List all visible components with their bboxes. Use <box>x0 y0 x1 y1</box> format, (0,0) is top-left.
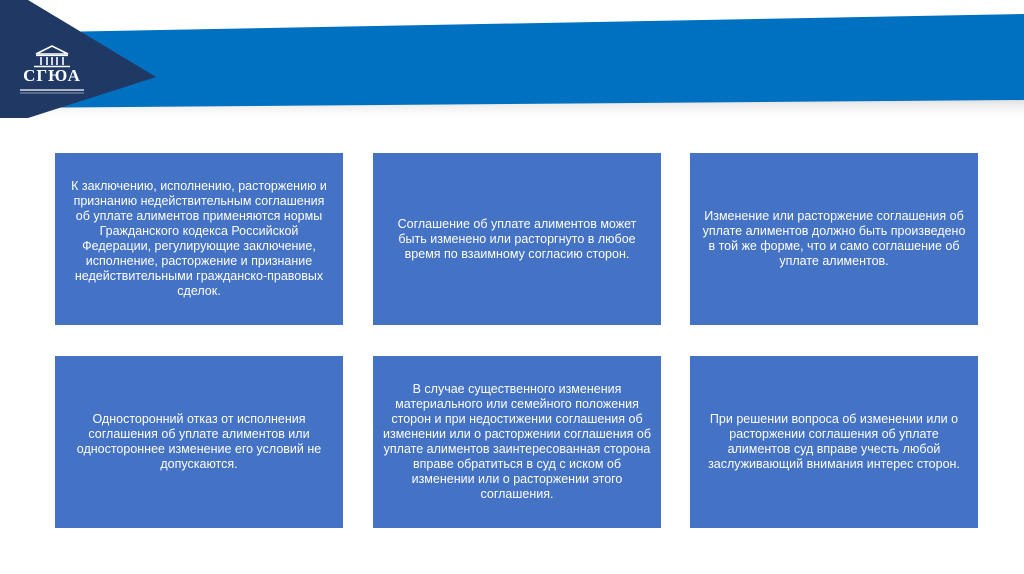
logo-text: СГЮА <box>23 66 81 85</box>
logo <box>14 40 90 96</box>
header-band <box>0 0 1024 120</box>
info-card-text: В случае существенного изменения материального или семейного положения сторон и при недостижении соглашения об изменении или о расторжении соглашения об уплате алиментов заинтересованная сторона вправе обратиться в суд с иском об изменении или о расторжении этого соглашения. <box>383 382 651 501</box>
info-card-5 <box>373 356 661 528</box>
info-card-text: К заключению, исполнению, расторжению и признанию недействительным соглашения об уплате алиментов применяются нормы Гражданского кодекса Российской Федерации, регулирующие заключение, исполнение, расторжение и признание недействительными гражданско-правовых сделок. <box>71 179 327 298</box>
info-card-text: Изменение или расторжение соглашения об уплате алиментов должно быть произведено в той же форме, что и само соглашение об уплате алиментов. <box>702 209 966 268</box>
info-card-4 <box>55 356 343 528</box>
logo-underline <box>14 88 90 94</box>
info-card-1 <box>55 153 343 325</box>
info-card-text: Односторонний отказ от исполнения соглашения об уплате алиментов или одностороннее изменение его условий не допускаются. <box>76 412 322 471</box>
info-card-3 <box>690 153 978 325</box>
info-card-text: При решении вопроса об изменении или о расторжении соглашения об уплате алиментов суд вправе учесть любой заслуживающий внимания интерес сторон. <box>708 412 960 471</box>
info-card-text: Соглашение об уплате алиментов может быть изменено или расторгнуто в любое время по взаимному согласию сторон. <box>397 216 637 261</box>
building-columns-icon <box>14 40 90 68</box>
info-card-6 <box>690 356 978 528</box>
info-card-2 <box>373 153 661 325</box>
